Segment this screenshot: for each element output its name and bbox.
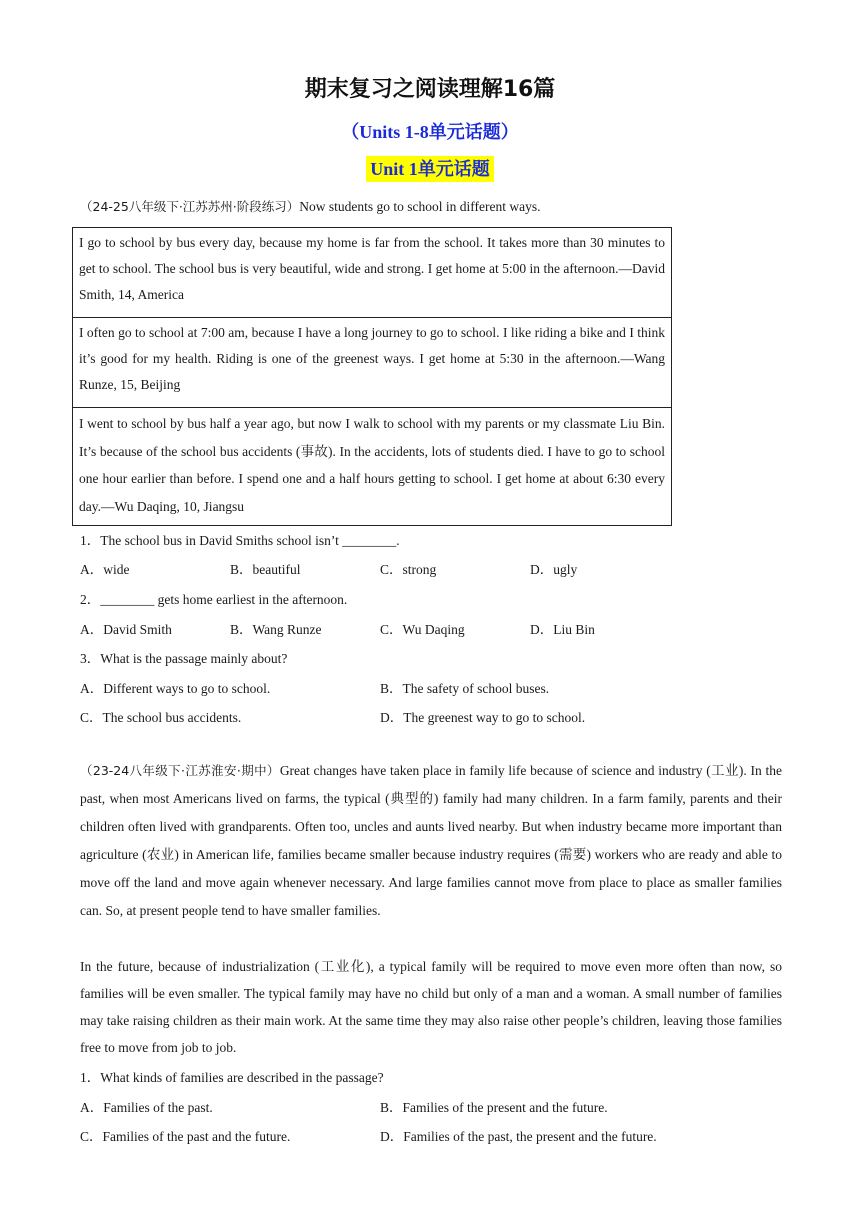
passage1-box-2: I often go to school at 7:00 am, because I have a long journey to go to school. I like riding a bike and I think it’s good for my health. Riding is one of the greenest ways. I get home at 5:30 in the afternoon.—Wang Runze, 15, Beijing [72,317,672,408]
option-a: A．Families of the past. [80,1100,213,1115]
passage2-source: （23-24八年级下·江苏淮安·期中） [80,763,280,778]
passage2-paragraph-2: In the future, because of industrialization (工业化), a typical family will be required to move even more often than now, so families will be even smaller. The typical family may have no child but only of a man and a woman. A small number of families may take raising children as their main work. At the same time they may also raise other people’s children, leaving those families free to move from job to job. [80,959,782,1055]
question-stem: 3．What is the passage mainly about? [80,651,288,666]
option-a: A．wide [80,562,130,577]
unit-label: Unit 1单元话题 [366,156,494,182]
passage1-box-3: I went to school by bus half a year ago, but now I walk to school with my parents or my classmate Liu Bin. It’s because of the school bus accidents (事故). In the accidents, lots of students died. I have to go to school one hour earlier than before. I spend one and a half hours getting to school. I get home at about 6:30 every day.—Wu Daqing, 10, Jiangsu [72,407,672,526]
option-a: A．David Smith [80,622,172,637]
unit-heading [0,156,860,182]
option-d: D．Families of the past, the present and the future. [380,1129,657,1144]
option-c: C．strong [380,562,437,577]
question-stem: 2．________ gets home earliest in the afternoon. [80,592,348,607]
option-b: B．The safety of school buses. [380,681,550,696]
option-c: C．The school bus accidents. [80,710,242,725]
option-d: D．The greenest way to go to school. [380,710,586,725]
document-subtitle: （Units 1-8单元话题） [341,122,519,142]
option-d: D．Liu Bin [530,622,595,637]
passage1-intro [80,197,541,215]
passage2-paragraph-1-text: Great changes have taken place in family life because of science and industry (工业). In the past, when most Americans lived on farms, the typical (典型的) family had many children. In a farm family, parents and their children often lived with grandparents. Often too, uncles and aunts lived nearby. But when industry became more important than agriculture (农业) in American life, families became smaller because industry requires (需要) workers who are ready and able to move off the land and move again whenever necessary. And large families cannot move from place to place as smaller families can. So, at present people tend to have smaller families. [80,763,782,918]
document-title: 期末复习之阅读理解16篇 [304,77,556,102]
option-b: B．Families of the present and the future. [380,1100,608,1115]
passage1-source: （24-25八年级下·江苏苏州·阶段练习） [80,199,300,214]
passage1-box-1: I go to school by bus every day, because my home is far from the school. It takes more than 30 minutes to get to school. The school bus is very beautiful, wide and strong. I get home at 5:00 in the afternoon.—David Smith, 14, America [72,227,672,318]
option-b: B．beautiful [230,562,301,577]
passage2-paragraph-1 [80,757,782,925]
passage1-intro-text: Now students go to school in different ways. [299,199,541,214]
option-b: B．Wang Runze [230,622,322,637]
option-c: C．Wu Daqing [380,622,465,637]
question-stem: 1．The school bus in David Smiths school isn’t ________. [80,533,400,548]
option-c: C．Families of the past and the future. [80,1129,291,1144]
option-a: A．Different ways to go to school. [80,681,271,696]
option-d: D．ugly [530,562,578,577]
question-stem: 1．What kinds of families are described in the passage? [80,1070,384,1085]
